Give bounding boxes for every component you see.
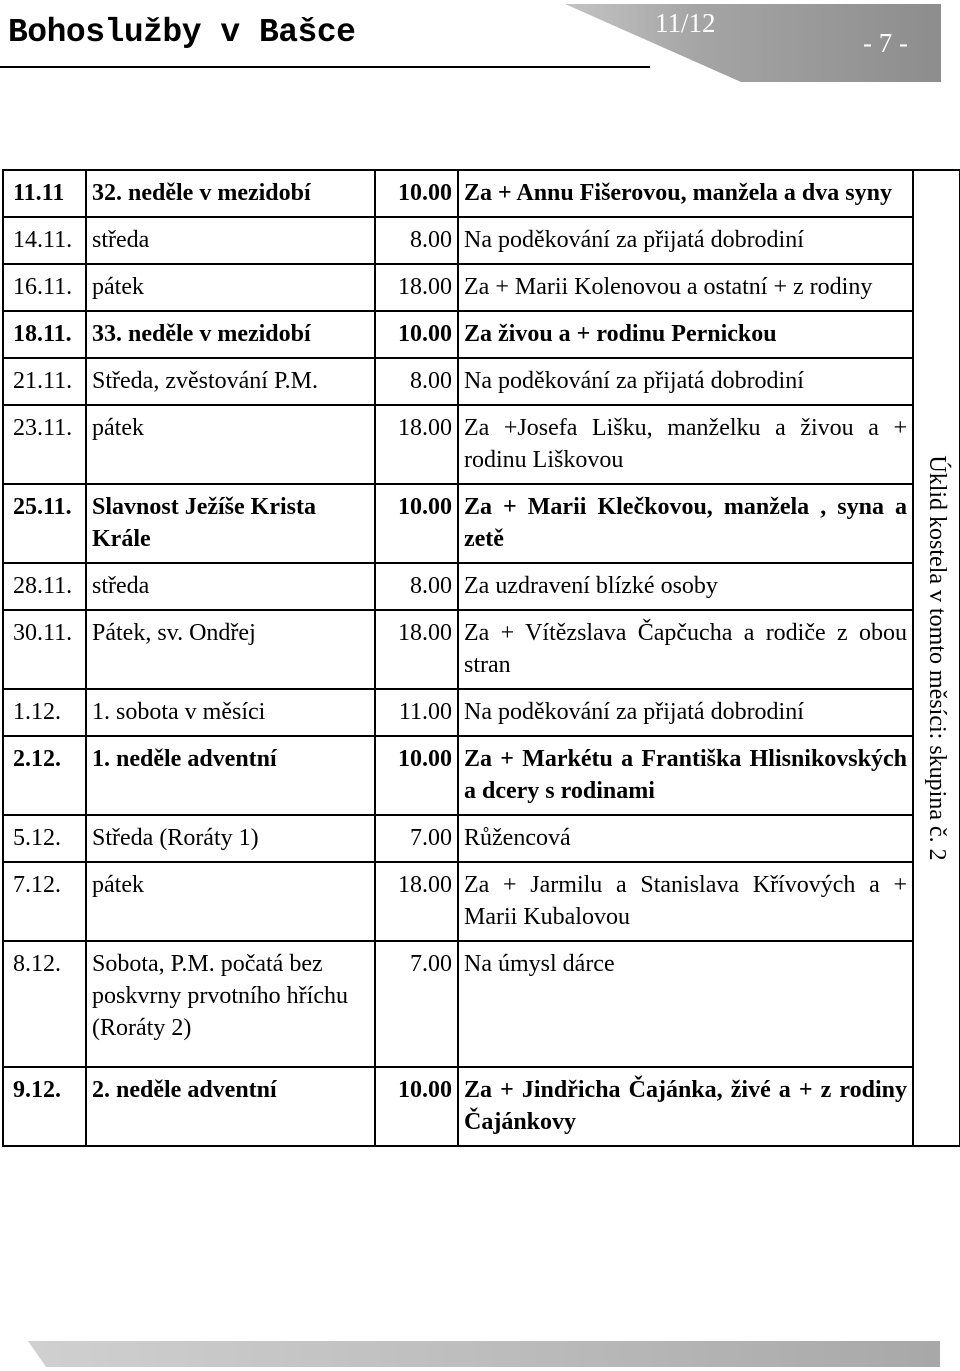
row-intention: Na úmysl dárce [458,941,913,1067]
row-time: 18.00 [375,610,458,689]
row-intention: Na poděkování za přijatá dobrodiní [458,217,913,264]
row-intention: Za + Jindřicha Čajánka, živé a + z rodiny Čajánkovy [458,1067,913,1146]
row-time: 7.00 [375,941,458,1067]
row-day: Pátek, sv. Ondřej [86,610,375,689]
mass-schedule-table [2,169,960,1147]
row-day: 1. sobota v měsíci [86,689,375,736]
row-intention: Za + Jarmilu a Stanislava Křívových a + Marii Kubalovou [458,862,913,941]
row-intention: Za + Marii Klečkovou, manžela , syna a zetě [458,484,913,563]
row-day: středa [86,217,375,264]
row-date: 23.11. [3,405,86,484]
row-intention: Za + Annu Fišerovou, manžela a dva syny [458,170,913,217]
row-intention: Za +Josefa Lišku, manželku a živou a + rodinu Liškovou [458,405,913,484]
row-intention: Za živou a + rodinu Pernickou [458,311,913,358]
row-time: 18.00 [375,405,458,484]
footer-band-shape [28,1341,940,1367]
row-day: středa [86,563,375,610]
row-date: 30.11. [3,610,86,689]
row-day: 2. neděle adventní [86,1067,375,1146]
row-date: 9.12. [3,1067,86,1146]
header-rule [0,66,650,68]
row-date: 2.12. [3,736,86,815]
row-date: 7.12. [3,862,86,941]
row-date: 21.11. [3,358,86,405]
church-cleaning-note: Úklid kostela v tomto měsíci: skupina č. 2 [923,455,950,861]
row-day: Středa, zvěstování P.M. [86,358,375,405]
row-date: 11.11 [3,170,86,217]
table-row [3,736,960,815]
bulletin-title: Bohoslužby v Bašce [8,14,356,51]
table-row [3,264,960,311]
row-date: 8.12. [3,941,86,1067]
table-row [3,941,960,1067]
row-day: 1. neděle adventní [86,736,375,815]
row-date: 14.11. [3,217,86,264]
row-date: 28.11. [3,563,86,610]
table-row [3,563,960,610]
row-day: Sobota, P.M. počatá bez poskvrny prvotního hříchu (Roráty 2) [86,941,375,1067]
row-date: 1.12. [3,689,86,736]
table-row [3,170,960,217]
row-intention: Růžencová [458,815,913,862]
row-time: 10.00 [375,1067,458,1146]
row-day: Středa (Roráty 1) [86,815,375,862]
row-date: 16.11. [3,264,86,311]
row-time: 10.00 [375,484,458,563]
table-row [3,311,960,358]
table-row [3,610,960,689]
row-time: 7.00 [375,815,458,862]
row-time: 10.00 [375,170,458,217]
table-row [3,484,960,563]
page-number: - 7 - [863,28,908,58]
table-row [3,405,960,484]
row-day: Slavnost Ježíše Krista Krále [86,484,375,563]
cleaning-note-cell [913,170,960,1146]
row-intention: Za + Markétu a Františka Hlisnikovských a dcery s rodinami [458,736,913,815]
row-time: 8.00 [375,217,458,264]
issue-date: 11/12 [655,8,716,38]
row-time: 10.00 [375,736,458,815]
table-row [3,1067,960,1146]
row-date: 18.11. [3,311,86,358]
row-day: 32. neděle v mezidobí [86,170,375,217]
table-row [3,358,960,405]
table-row [3,689,960,736]
row-day: pátek [86,862,375,941]
row-date: 25.11. [3,484,86,563]
row-time: 8.00 [375,563,458,610]
row-intention: Za + Vítězslava Čapčucha a rodiče z obou stran [458,610,913,689]
row-time: 10.00 [375,311,458,358]
table-row [3,862,960,941]
table-row [3,815,960,862]
row-intention: Za + Marii Kolenovou a ostatní + z rodiny [458,264,913,311]
row-time: 8.00 [375,358,458,405]
row-day: 33. neděle v mezidobí [86,311,375,358]
row-intention: Za uzdravení blízké osoby [458,563,913,610]
row-time: 11.00 [375,689,458,736]
row-date: 5.12. [3,815,86,862]
row-intention: Na poděkování za přijatá dobrodiní [458,358,913,405]
table-row [3,217,960,264]
row-time: 18.00 [375,862,458,941]
row-intention: Na poděkování za přijatá dobrodiní [458,689,913,736]
row-time: 18.00 [375,264,458,311]
row-day: pátek [86,264,375,311]
row-day: pátek [86,405,375,484]
